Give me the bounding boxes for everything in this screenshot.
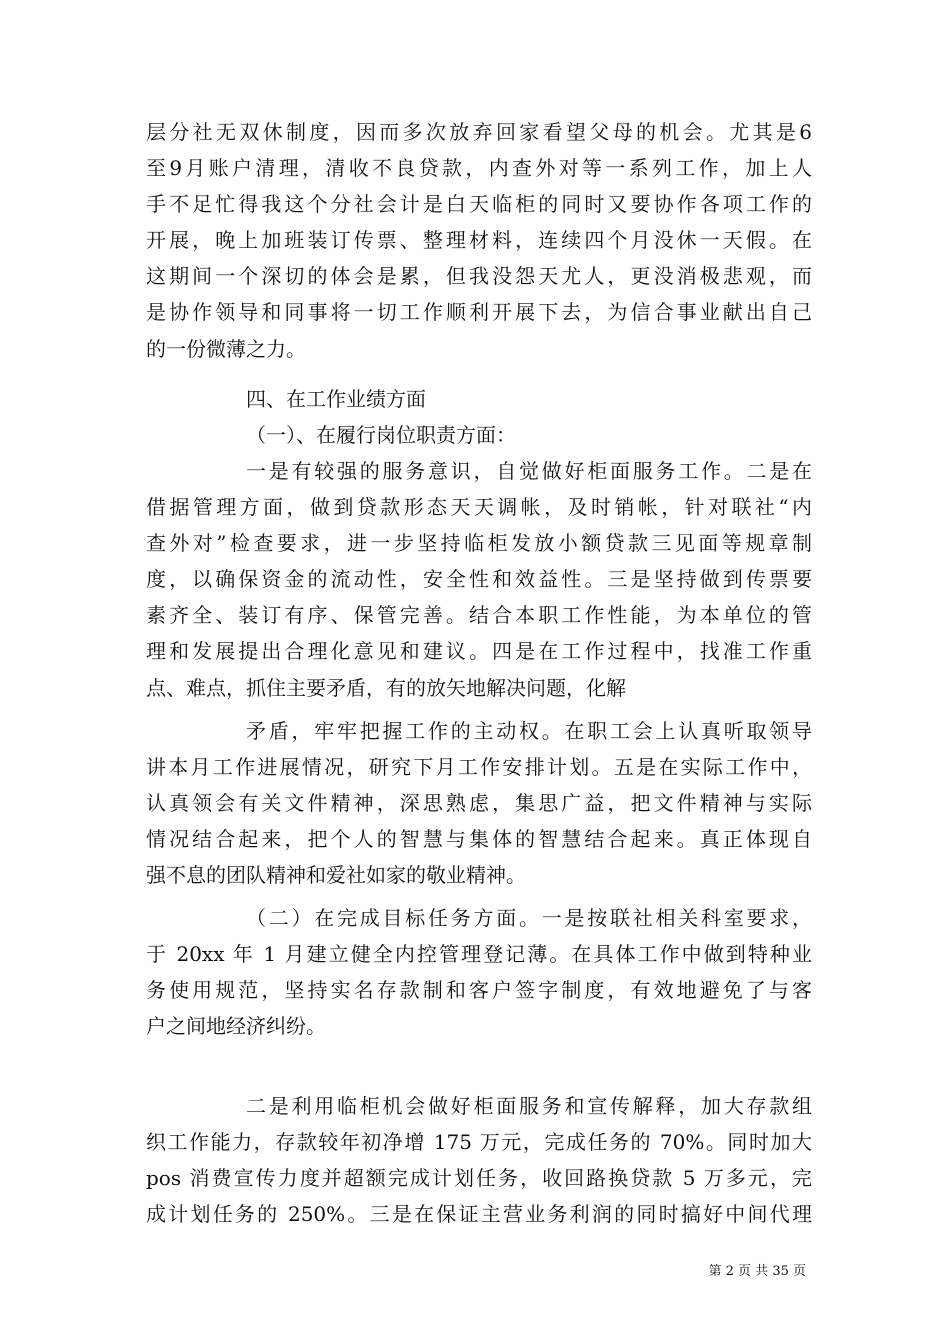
text-line: 强不息的团队精神和爱社如家的敬业精神。 [146, 863, 526, 888]
text-line: 成计划任务的 250%。三是在保证主营业务利润的同时搞好中间代理 [146, 1202, 812, 1227]
page-number-footer: 第 2 页 共 35 页 [708, 1264, 806, 1279]
heading-text: 四、在工作业绩方面 [246, 387, 426, 411]
text-line: 开展，晚上加班装订传票、整理材料，连续四个月没休一天假。在 [146, 228, 812, 253]
text-line: 一是有较强的服务意识，自觉做好柜面服务工作。二是在 [246, 459, 812, 483]
text-line: 查外对”检查要求，进一步坚持临柜发放小额贷款三见面等规章制 [146, 531, 812, 556]
text-line: 讲本月工作进展情况，研究下月工作安排计划。五是在实际工作中， [146, 755, 812, 780]
text-line: 理和发展提出合理化意见和建议。四是在工作过程中，找准工作重 [146, 639, 812, 664]
text-line: 于 20xx 年 1 月建立健全内控管理登记薄。在具体工作中做到特种业 [146, 942, 812, 967]
paragraph-deposit-results [146, 1088, 812, 1232]
paragraph-target-tasks [146, 900, 812, 1044]
text-line: 是协作领导和同事将一切工作顺利开展下去，为信合事业献出自己 [146, 300, 812, 325]
text-line: pos 消费宣传力度并超额完成计划任务，收回路换贷款 5 万多元，完 [146, 1166, 812, 1191]
text-line: 手不足忙得我这个分社会计是白天临柜的同时又要协作各项工作的 [146, 192, 812, 217]
paragraph-initiative [146, 713, 812, 893]
text-line: 情况结合起来，把个人的智慧与集体的智慧结合起来。真正体现自 [146, 827, 812, 852]
text-line: 度，以确保资金的流动性，安全性和效益性。三是坚持做到传票要 [146, 567, 812, 592]
text-line: （二）在完成目标任务方面。一是按联社相关科室要求， [246, 906, 812, 930]
text-line: 这期间一个深切的体会是累，但我没怨天尤人，更没消极悲观，而 [146, 264, 812, 289]
subheading-job-duties [246, 417, 812, 453]
text-line: 至9月账户清理，清收不良贷款，内查外对等一系列工作，加上人 [146, 156, 812, 181]
subheading-text: （一）、在履行岗位职责方面： [246, 423, 516, 447]
text-line: 素齐全、装订有序、保管完善。结合本职工作性能，为本单位的管 [146, 603, 812, 628]
paragraph-family-sacrifice [146, 114, 812, 367]
text-line: 点、难点，抓住主要矛盾，有的放矢地解决问题，化解 [146, 675, 626, 700]
text-line: 的一份微薄之力。 [146, 336, 306, 361]
text-line: 矛盾，牢牢把握工作的主动权。在职工会上认真听取领导 [246, 719, 812, 743]
section-heading-work-performance [246, 381, 812, 417]
text-line: 层分社无双休制度，因而多次放弃回家看望父母的机会。尤其是6 [146, 120, 812, 144]
text-line: 认真领会有关文件精神，深思熟虑，集思广益，把文件精神与实际 [146, 791, 812, 816]
text-line: 户之间地经济纠纷。 [146, 1014, 326, 1039]
text-line: 二是利用临柜机会做好柜面服务和宣传解释，加大存款组 [246, 1094, 812, 1118]
paragraph-job-duties [146, 453, 812, 706]
text-line: 借据管理方面，做到贷款形态天天调帐，及时销帐，针对联社“内 [146, 495, 812, 520]
text-line: 织工作能力，存款较年初净增 175 万元，完成任务的 70%。同时加大 [146, 1130, 812, 1155]
text-line: 务使用规范，坚持实名存款制和客户签字制度，有效地避免了与客 [146, 978, 812, 1003]
